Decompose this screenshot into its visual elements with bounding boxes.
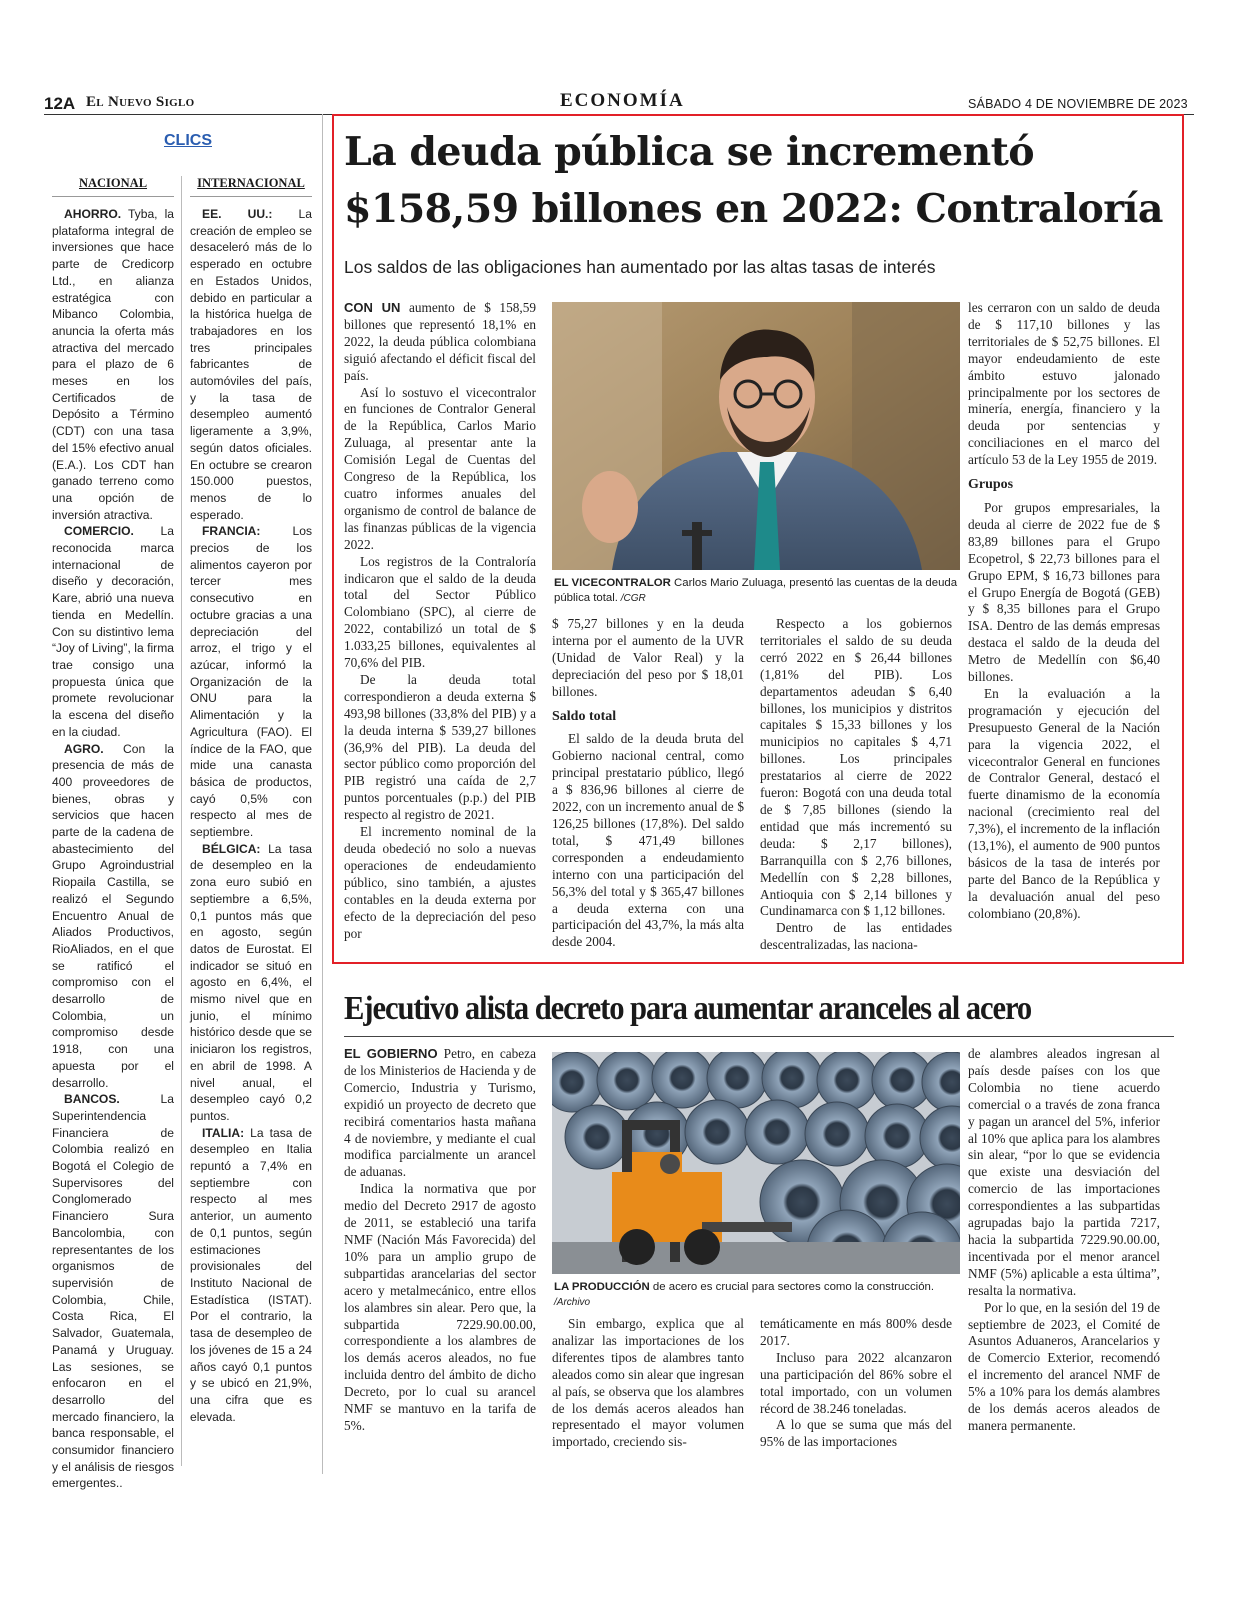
item-lead: COMERCIO. bbox=[64, 524, 134, 539]
item-text: La creación de empleo se desaceleró más de lo esperado en octubre en Estados Unidos, debido en particular a la histórica huelga de trabajadores en los tres principales fabricantes de automóviles del país, y la tasa de desempleo aumentó ligeramente a 3,9%, según datos oficiales. En octubre se crearon 150.000 puestos, menos de lo esperado. bbox=[190, 207, 312, 522]
item-lead: BÉLGICA: bbox=[202, 841, 261, 856]
paragraph: Incluso para 2022 alcanzaron una participación del 86% sobre el total importado, con un volumen récord de 38.246 toneladas. bbox=[760, 1349, 952, 1416]
article1-column-1 bbox=[344, 300, 536, 962]
item-lead: AGRO. bbox=[64, 741, 104, 756]
item-text: La Superintendencia Financiera de Colombia realizó en Bogotá el Colegio de Supervisores del Conglomerado Financiero Sura Bancolombia, con representantes de los organismos de supervisión de Colombia, Chile, Costa Rica, El Salvador, Guatemala, Panamá y Uruguay. Las sesiones, se enfocaron en el desarrollo del mercado financiero, la banca responsable, el consumidor financiero y el análisis de riesgos emergentes.. bbox=[52, 1092, 174, 1491]
article1-photo bbox=[552, 302, 960, 570]
paragraph: Los registros de la Contraloría indicaron que el saldo de la deuda total del Sector Público Colombiano (SPC), al cierre de 2022, contabilizó un total de $ 1.033,25 billones, equivalentes al 70,6% del PIB. bbox=[344, 553, 536, 671]
nacional-item bbox=[52, 206, 174, 523]
paragraph: temáticamente en más 800% desde 2017. bbox=[760, 1316, 952, 1348]
section-title: ECONOMÍA bbox=[560, 90, 685, 111]
subhead-grupos: Grupos bbox=[968, 477, 1014, 493]
photo-credit: /Archivo bbox=[554, 1297, 591, 1308]
paragraph: El saldo de la deuda bruta del Gobierno nacional central, como principal prestatario público, llegó a $ 836,96 billones al cierre de 2022, con un incremento anual de $ 126,25 billones (17,8%). Del saldo total, $ 471,49 billones corresponden a endeudamiento interno con una participación del 56,3% del total y $ 365,47 billones a deuda externa con una participación del 43,7%, la más alta desde 2004. bbox=[552, 731, 744, 950]
subhead-saldo-total: Saldo total bbox=[552, 708, 617, 724]
article2-column-2 bbox=[552, 1316, 744, 1476]
internacional-heading-rule bbox=[190, 196, 312, 197]
item-lead: EE. UU.: bbox=[202, 207, 273, 221]
paragraph: De la deuda total correspondieron a deuda externa $ 493,98 billones (33,8% del PIB) y a la deuda interna $ 539,27 billones (36,9% del PIB). La deuda del sector público como proporción del PIB registró una caída de 2,7 puntos porcentuales (p.p.) del PIB respecto al registro de 2021. bbox=[344, 671, 536, 823]
paragraph bbox=[344, 1046, 536, 1181]
caption-text: Carlos Mario Zuluaga, presentó las cuentas de la deuda pública total. bbox=[554, 577, 958, 604]
item-text: Tyba, la plataforma integral de inversiones que hace parte de Credicorp Ltd., en alianza estratégica con Mibanco Colombia, anuncia la oferta más atractiva del mercado para el plazo de 6 meses en los Certificados de Depósito a Término (CDT) con una tasa del 15% efectivo anual (E.A.). Los CDT han ganado terreno como una opción de inversión atractiva. bbox=[52, 207, 174, 522]
article1-column-2 bbox=[552, 616, 744, 962]
nacional-column bbox=[52, 206, 174, 1506]
internacional-column bbox=[190, 206, 312, 1506]
paragraph: de alambres aleados ingresan al país desde países con los que Colombia no tiene acuerdo comercial o a través de zona franca y pagan un arancel del 5%, inferior al 10% que aplica para los alambres sin alear, “por lo que se evidencia que existe una desviación del comercio de las importaciones correspondientes a las subpartidas agrupadas bajo la partida 7217, hacia la subpartida 7229.90.00.00, incentivada por el menor arancel NMF (5%) aplicable a esta última”, resalta la normativa. bbox=[968, 1046, 1160, 1298]
article1-photo-caption bbox=[554, 576, 960, 606]
paragraph: les cerraron con un saldo de deuda de $ 117,10 billones y las territoriales de $ 52,75 billones. El mayor endeudamiento de este ámbito estuvo jalonado principalmente por los sectores de minería, energía, financiero y la deuda por sentencias y conciliaciones en el marco del artículo 53 de la Ley 1955 de 2019. bbox=[968, 300, 1160, 468]
article2-photo bbox=[552, 1052, 960, 1274]
item-lead: BANCOS. bbox=[64, 1092, 120, 1107]
edition-date: SÁBADO 4 DE NOVIEMBRE DE 2023 bbox=[968, 97, 1188, 111]
item-text: La reconocida marca internacional de diseño y decoración, Kare, abrió una nueva tienda en Medellín. Con su distintivo lema “Joy of Living”, la firma trae consigo una propuesta única que promete revolucionar la escena del diseño en la ciudad. bbox=[52, 524, 174, 739]
caption-lead: EL VICECONTRALOR bbox=[554, 577, 671, 589]
article2-photo-caption bbox=[554, 1280, 960, 1310]
item-lead: ITALIA: bbox=[202, 1125, 245, 1140]
vicecontralor-photo bbox=[552, 302, 960, 570]
paragraph-text: Petro, en cabeza de los Ministerios de Hacienda y de Comercio, Industria y Turismo, expidió un proyecto de decreto que recibirá comentarios hasta mañana 4 de noviembre, y mediante el cual modifica parcialmente un arancel de aduanas. bbox=[344, 1046, 536, 1180]
article1-column-3 bbox=[760, 616, 952, 962]
paragraph: Por grupos empresariales, la deuda al cierre de 2022 fue de $ 83,89 billones para el Grupo Ecopetrol, $ 22,73 billones para el Grupo EPM, $ 16,73 billones para el Grupo Energía de Bogotá (GEB) y $ 8,35 billones para el Grupo ISA. Dentro de las demás empresas destaca el saldo de la deuda del Metro de Medellín con $6,40 billones. bbox=[968, 499, 1160, 685]
article1-deck: Los saldos de las obligaciones han aumentado por las altas tasas de interés bbox=[344, 257, 936, 277]
item-lead: FRANCIA: bbox=[202, 524, 261, 539]
paragraph bbox=[344, 300, 536, 385]
item-text: Con la presencia de más de 400 proveedores de bienes, obras y servicios que hacen parte de la cadena de abastecimiento del Grupo Agroindustrial Riopaila Castilla, se realizó el Segundo Encuentro Anual de Aliados Productivos, RioAliados, en el que se ratificó el compromiso con el desarrollo de Colombia, un compromiso desde 1918, con una apuesta por el desarrollo. bbox=[52, 741, 174, 1090]
newspaper-name: El Nuevo Siglo bbox=[86, 94, 195, 110]
headline-line: $158,59 billones en 2022: Contraloría bbox=[344, 186, 1163, 232]
article2-column-4 bbox=[968, 1046, 1160, 1476]
paragraph: Respecto a los gobiernos territoriales el saldo de su deuda cerró 2022 en $ 26,44 billones (1,81% del PIB). Los departamentos adeudan $ 6,40 billones, los municipios y distritos capitales $ 15,33 billones y los municipios no capitales $ 4,71 billones. Los principales prestatarios al cierre de 2022 fueron: Bogotá con una deuda total de $ 7,85 billones (siendo la entidad que más incrementó su deuda: $ 2,17 billones), Barranquilla con $ 2,76 billones, Medellín con $ 2,28 billones, Antioquia con $ 2,14 billones y Cundinamarca con $ 1,12 billones. bbox=[760, 616, 952, 919]
paragraph: Indica la normativa que por medio del Decreto 2917 de agosto de 2011, se estableció una tarifa NMF (Nación Más Favorecida) del 10% para un amplio grupo de subpartidas arancelarias del sector acero y metalmecánico, entre ellos los alambres sin alear. Pero que, la subpartida 7229.90.00.00, correspondiente a los alambres de los demás aceros aleados, no fue incluida dentro del ámbito de dicho Decreto, por lo cual su arancel NMF se mantuvo en la tarifa de 5%. bbox=[344, 1181, 536, 1433]
article2-column-1 bbox=[344, 1046, 536, 1476]
headline-line: La deuda pública se incrementó bbox=[344, 129, 1034, 175]
nacional-item bbox=[52, 1091, 174, 1492]
item-lead: AHORRO. bbox=[64, 207, 122, 221]
nacional-heading: NACIONAL bbox=[78, 176, 148, 190]
paragraph: El incremento nominal de la deuda obedeció no solo a nuevas operaciones de endeudamiento público, sino también, a ajustes contables en la deuda externa por efecto de la depreciación del peso por bbox=[344, 824, 536, 941]
paragraph: Así lo sostuvo el vicecontralor en funciones de Contralor General de la República, Carlos Mario Zuluaga, al presentar ante la Comisión Legal de Cuentas del Congreso de la República, los cuatro informes anuales del organismo de control de balance de las finanzas públicas de la vigencia 2022. bbox=[344, 384, 536, 552]
nacional-item bbox=[52, 741, 174, 1092]
item-text: La tasa de desempleo en la zona euro subió en septiembre a 6,5%, 0,1 puntos más que en agosto, según datos de Eurostat. El indicador se situó en agosto en 6,4%, el mismo nivel que en junio, el mínimo histórico desde que se iniciaron los registros, en abril de 1998. A nivel anual, el desempleo cayó 0,2 puntos. bbox=[190, 841, 312, 1123]
paragraph: En la evaluación a la programación y ejecución del Presupuesto General de la Nación para la vigencia 2022, el vicecontralor General en funciones de Contralor General, destacó el fuerte dinamismo de la economía nacional (crecimiento real del 7,3%), el incremento de la inflación (13,1%), el aumento de 900 puntos básicos de la tasa de interés por parte del Banco de la República y la devaluación anual del peso colombiano (20,8%). bbox=[968, 685, 1160, 921]
caption-lead: LA PRODUCCIÓN bbox=[554, 1281, 650, 1293]
clics-title: CLICS bbox=[164, 132, 212, 149]
photo-credit: /CGR bbox=[617, 593, 646, 604]
paragraph: A lo que se suma que más del 95% de las importaciones bbox=[760, 1417, 952, 1450]
article1-column-4 bbox=[968, 300, 1160, 962]
steel-coils-photo bbox=[552, 1052, 960, 1274]
paragraph-text: aumento de $ 158,59 billones que representó 18,1% en 2022, la deuda pública colombiana siguió afectando el déficit fiscal del país. bbox=[344, 300, 536, 383]
internacional-heading: INTERNACIONAL bbox=[197, 176, 305, 190]
sidebar-divider bbox=[322, 114, 323, 1474]
nacional-item bbox=[52, 523, 174, 740]
internacional-item bbox=[190, 523, 312, 840]
page-number: 12A bbox=[44, 94, 76, 113]
article1-headline bbox=[344, 124, 1174, 238]
caption-text: de acero es crucial para sectores como la construcción. bbox=[649, 1281, 935, 1293]
internacional-item bbox=[190, 1125, 312, 1426]
paragraph: Por lo que, en la sesión del 19 de septiembre de 2023, el Comité de Asuntos Aduaneros, Arancelarios y de Comercio Exterior, recomendó el incremento del arancel NMF de 5% a 10% para los demás alambres de los demás aceros aleados de manera permanente. bbox=[968, 1299, 1160, 1433]
lead-in: EL GOBIERNO bbox=[344, 1046, 438, 1061]
column-divider bbox=[181, 176, 182, 1466]
item-text: La tasa de desempleo en Italia repuntó a 7,4% en septiembre con respecto al mes anterior, un aumento de 0,1 puntos, según estimaciones provisionales del Instituto Nacional de Estadística (ISTAT). Por el contrario, la tasa de desempleo de los jóvenes de 15 a 24 años cayó 0,1 puntos y se ubicó en 21,9%, una cifra que es elevada. bbox=[190, 1125, 312, 1424]
article2-rule bbox=[344, 1036, 1174, 1037]
item-text: Los precios de los alimentos cayeron por tercer mes consecutivo en octubre gracias a una depreciación del arroz, el trigo y el azúcar, informó la Organización de la ONU para la Alimentación y la Agricultura (FAO). El índice de la FAO, que mide una canasta básica de productos, cayó 0,5% con respecto al mes de septiembre. bbox=[190, 524, 312, 840]
internacional-item bbox=[190, 841, 312, 1125]
nacional-heading-rule bbox=[52, 196, 174, 197]
paragraph: Sin embargo, explica que al analizar las importaciones de los diferentes tipos de alambres tanto aleados como sin alear que ingresan al país, se observa que los alambres de los demás aceros aleados han representado el mayor volumen importado, creciendo sis- bbox=[552, 1316, 744, 1450]
paragraph: Dentro de las entidades descentralizadas, las naciona- bbox=[760, 920, 952, 953]
article2-headline: Ejecutivo alista decreto para aumentar aranceles al acero bbox=[344, 990, 1032, 1027]
internacional-item bbox=[190, 206, 312, 523]
paragraph: $ 75,27 billones y en la deuda interna por el aumento de la UVR (Unidad de Valor Real) y la depreciación del peso por $ 18,01 billones. bbox=[552, 616, 744, 699]
lead-in: CON UN bbox=[344, 300, 401, 315]
article2-column-3 bbox=[760, 1316, 952, 1476]
